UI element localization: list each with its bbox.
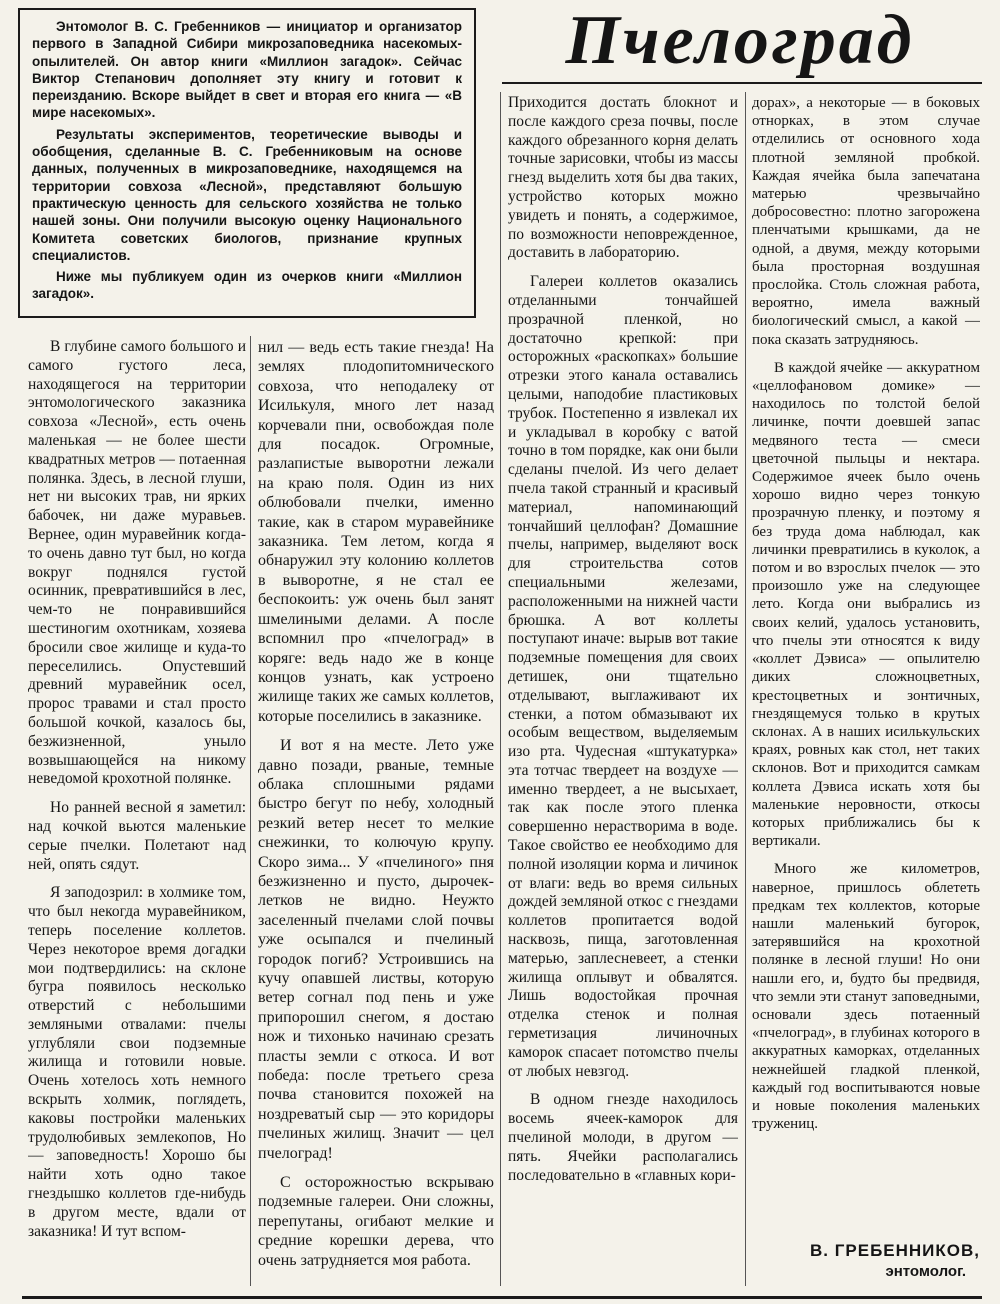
paragraph: Галереи коллетов оказались отделанными тончайшей прозрачной пленкой, но достаточно крепкой: при осторожных «раскопках» большие отрезки этого канала оставались целыми, наподобие пластиковых трубок. Постепенно я извлекал их и укладывал в коробку с ватой точно в том порядке, как они были сделаны пчелой. Из чего делает пчела такой странный и красивый материал, напоминающий тончайший целлофан? Домашние пчелы, например, выделяют воск для строительства сотов специальными железами, расположенными на нижней части брюшка. А вот коллеты поступают иначе: вырыв вот такие подземные помещения для своих детишек, они тщательно отделывают, выглаживают их стенки, а потом обмазывают их особым веществом, выделяемым изо рта. Чудесная «штукатурка» эта тотчас твердеет на воздухе — именно твердеет, а не высыхает, так как после этого пленка совершенно нерастворима в воде. Такое свойство ее необходимо для полной изоляции корма и личинок от влаги: ведь во время сильных дождей земляной откос с гнездами коллетов пропитается водой насквозь, пища, заготовленная матерью, заплесневеет, а стенки жилища оплывут и обвалятся. Лишь водостойкая прочная отделка стенок и полная герметизация личиночных каморок спасает потомство пчелы от любых невзгод. — [508, 273, 738, 1080]
paragraph: дорах», а некоторые — в боковых отнорках, в этом случае отделились от основного хода плотной земляной пробкой. Каждая ячейка была запечатана матерью чрезвычайно добросовестно: плотно загорожена пленчатыми крышками, да не одной, а двумя, между которыми была просторная воздушная прослойка. Столь сложная работа, вероятно, имела важный биологический смысл, а какой — пока сказать затрудняюсь. — [752, 95, 980, 348]
article-column-2 — [258, 338, 494, 1286]
paragraph: Я заподозрил: в холмике том, что был некогда муравейником, теперь поселение коллетов. Через некоторое время догадки мои подтвердились: на склоне бугра появилось несколько отверстий с небольшими земляными отвалами: пчелы углубляли свои подземные жилища и готовили новые. Очень хотелось хоть немного вскрыть холмик, поглядеть, каковы постройки маленьких трудолюбивых землекопов, Но — заповедность! Хорошо бы найти хоть одно такое гнездышко коллетов где-нибудь в другом месте, вдали от заказника! И тут вспом- — [28, 884, 246, 1240]
editorial-intro — [18, 8, 476, 318]
intro-paragraph: Энтомолог В. С. Гребенников — инициатор и организатор первого в Западной Сибири микрозаповедника насекомых-опылителей. Он автор книги «Миллион загадок». Сейчас Виктор Степанович дополняет эту книгу и готовит к переизданию. Вскоре выйдет в свет и вторая его книга — «В мире насекомых». — [32, 19, 462, 121]
paragraph: Приходится достать блокнот и после каждого среза почвы, после каждого обрезанного корня делать точные зарисовки, чтобы из массы гнезд выделить хотя бы два таких, устройство которых можно увидеть и понять, а содержимое, по возможности неповрежденное, доставить в лабораторию. — [508, 94, 738, 262]
article-title: Пчелоград — [565, 2, 915, 79]
column-divider — [500, 92, 501, 1286]
article-column-3 — [508, 94, 738, 1286]
article-column-4 — [752, 94, 980, 1154]
column-divider — [745, 92, 746, 1286]
author-signature — [752, 1240, 980, 1286]
paragraph: Но ранней весной я заметил: над кочкой вьются маленькие серые пчелки. Полетают над ней, опять сядут. — [28, 799, 246, 873]
intro-paragraph: Ниже мы публикуем один из очерков книги «Миллион загадок». — [32, 269, 462, 302]
paragraph: Много же километров, наверное, пришлось облететь предкам тех коллектов, которые нашли маленький бугорок, затерявшийся на крохотной полянке в лесной глуши! Но они нашли его, и, будто бы предвидя, что земли эти станут заповедными, основали здесь потаенный «пчелоград», в глубинах которого в аккуратных каморках, отделанных нежнейшей гладкой пленкой, каждый год воспитываются новые и новые поколения маленьких тружениц. — [752, 861, 980, 1133]
title-rule — [502, 82, 982, 84]
paragraph: В глубине самого большого и самого густого леса, находящегося на территории энтомологического заказника совхоза «Лесной», есть очень маленькая — не более шести квадратных метров — потаенная полянка. Здесь, в лесной глуши, нет ни высоких трав, ни ярких бабочек, ни даже муравьев. Вернее, один муравейник когда-то очень давно тут был, но когда вокруг поднялся густой осинник, превратившийся в лес, чем-то не понравившийся шестиногим охотникам, хозяева бросили свое жилище и куда-то переселились. Опустевший древний муравейник осел, пророс травами и стал просто большой кочкой, казалось бы, безжизненной, уныло возвышающейся на никому неведомой крохотной полянке. — [28, 338, 246, 788]
column-divider — [250, 336, 251, 1286]
paragraph: И вот я на месте. Лето уже давно позади, рваные, темные облака сплошными рядами быстро бегут по небу, холодный резкий ветер несет то мелкие снежинки, то колючую крупу. Скоро зима... У «пчелиного» пня безжизненно и пусто, дырочек-летков не видно. Неужто заселенный пчелами слой почвы уже осыпался и пчелиный городок погиб? Устроившись на кучу опавшей листвы, которую ветер согнал под пень и уже припорошил снегом, я достаю нож и тихонько начинаю срезать пласты земли с откоса. И вот победа: после третьего среза почва становится похожей на ноздреватый сыр — это коридоры пчелиных жилищ. Значит — цел пчелоград! — [258, 737, 494, 1162]
paragraph: нил — ведь есть такие гнезда! На землях плодопитомнического совхоза, что неподалеку от Исилькуля, много лет назад корчевали пни, освобождая поле для посадок. Огромные, разлапистые выворотни лежали на краю поля. Один из них облюбовали пчелки, именно такие, как в старом муравейнике заказника. Тем летом, когда я обнаружил эту колонию коллетов в выворотне, я не стал ее беспокоить: уж очень был занят шмелиными делами. А после вспомнил про «пчелоград» в коряге: ведь надо же в конце концов узнать, как устроено жилище таких же самых коллетов, которые поселились в заказнике. — [258, 339, 494, 725]
paragraph: В одном гнезде находилось восемь ячеек-каморок для пчелиной молоди, в другом — пять. Ячейки располагались последовательно в «главных кори- — [508, 1091, 738, 1184]
intro-paragraph: Результаты экспериментов, теоретические выводы и обобщения, сделанные В. С. Гребенниковым на основе данных, полученных в микрозаповеднике, находящемся на территории совхоза «Лесной», представляют большую практическую ценность для сельского хозяйства не только нашей зоны. Они получили высокую оценку Национального Комитета советских биологов, признание крупных специалистов. — [32, 126, 462, 263]
paragraph: В каждой ячейке — аккуратном «целлофановом домике» — находилось по толстой белой личинке, почти доевшей запас медвяного теста — смеси цветочной пыльцы и нектара. Содержимое ячеек было очень хорошо видно через тонкую прозрачную пленку, и поэтому я без труда дома наблюдал, как личинки превратились в куколок, а потом и во взрослых пчелок — это произошло уже на следующее лето. Когда они выбрались из своих келий, удалось установить, что пчелы эти относятся к виду «коллет Дэвиса» — опылителю диких сложноцветных, крестоцветных и зонтичных, гнездящемуся только в крутых склонах. А в наших исилькульских краях, ровных как стол, нет таких склонов. Вот и приходится самкам коллета Дэвиса искать хотя бы маленькие неровности, откосы которых приближались бы к вертикали. — [752, 359, 980, 850]
article-column-1 — [28, 338, 246, 1286]
author-name: В. ГРЕБЕННИКОВ, — [810, 1241, 980, 1260]
bottom-rule — [22, 1296, 982, 1299]
paragraph: С осторожностью вскрываю подземные галереи. Они сложны, перепутаны, огибают мелкие и средние корешки дерева, что очень затрудняется моя работа. — [258, 1174, 494, 1269]
author-role: энтомолог. — [885, 1263, 966, 1280]
